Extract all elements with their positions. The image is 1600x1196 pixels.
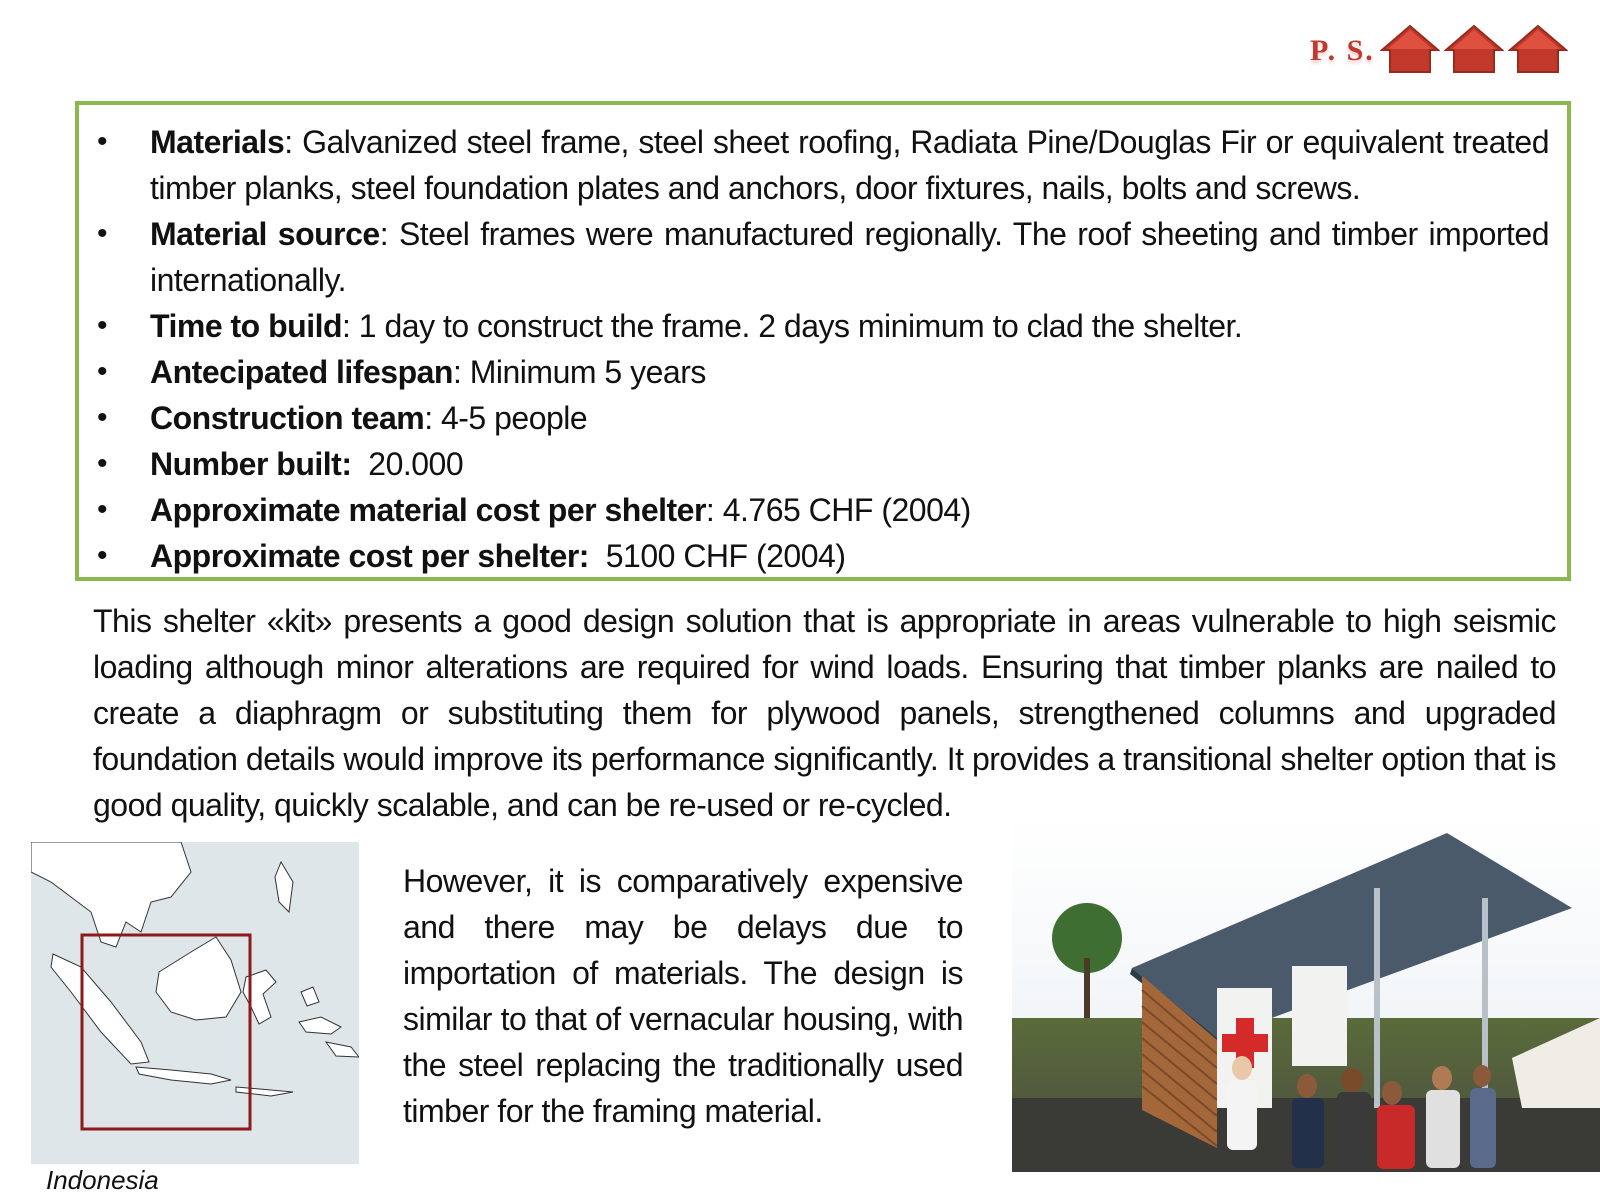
home-icon (1444, 24, 1504, 76)
spec-list (79, 105, 1567, 579)
indonesia-map (31, 842, 359, 1164)
spec-item-material-source: • Material source: Steel frames were manufactured regionally. The roof sheeting and timber imported internationally. (79, 211, 1549, 303)
ps-link[interactable]: P. S. (1310, 34, 1375, 67)
spec-item-construction-team: • Construction team: 4-5 people (79, 395, 1549, 441)
spec-box (75, 101, 1571, 581)
shelter-photo (1012, 818, 1600, 1172)
map-illustration (31, 842, 359, 1164)
shelter-photo-illustration (1012, 818, 1600, 1172)
spec-item-lifespan: • Antecipated lifespan: Minimum 5 years (79, 349, 1549, 395)
home-icon (1508, 24, 1568, 76)
spec-item-time-to-build: • Time to build: 1 day to construct the frame. 2 days minimum to clad the shelter. (79, 303, 1549, 349)
home-button-2[interactable] (1444, 24, 1504, 76)
map-caption: Indonesia (46, 1165, 159, 1195)
spec-item-material-cost: • Approximate material cost per shelter: 4.765 CHF (2004) (79, 487, 1549, 533)
cost-paragraph: However, it is comparatively expensive and there may be delays due to importation of materials. The design is similar to that of vernacular housing, with the steel replacing the traditionally used timber for the framing material. (403, 863, 963, 1129)
home-button-3[interactable] (1508, 24, 1568, 76)
home-button-1[interactable] (1380, 24, 1440, 76)
spec-item-number-built: • Number built: 20.000 (79, 441, 1549, 487)
summary-paragraph: This shelter «kit» presents a good design solution that is appropriate in areas vulnerable to high seismic loading although minor alterations are required for wind loads. Ensuring that timber planks are nailed to create a diaphragm or substituting them for plywood panels, strengthened columns and upgraded foundation details would improve its performance significantly. It provides a transitional shelter option that is good quality, quickly scalable, and can be re-used or re-cycled. (93, 603, 1556, 823)
spec-item-cost: • Approximate cost per shelter: 5100 CHF (2004) (79, 533, 1549, 579)
spec-item-materials: • Materials: Galvanized steel frame, steel sheet roofing, Radiata Pine/Douglas Fir or equivalent treated timber planks, steel foundation plates and anchors, door fixtures, nails, bolts and screws. (79, 119, 1549, 211)
home-icon (1380, 24, 1440, 76)
